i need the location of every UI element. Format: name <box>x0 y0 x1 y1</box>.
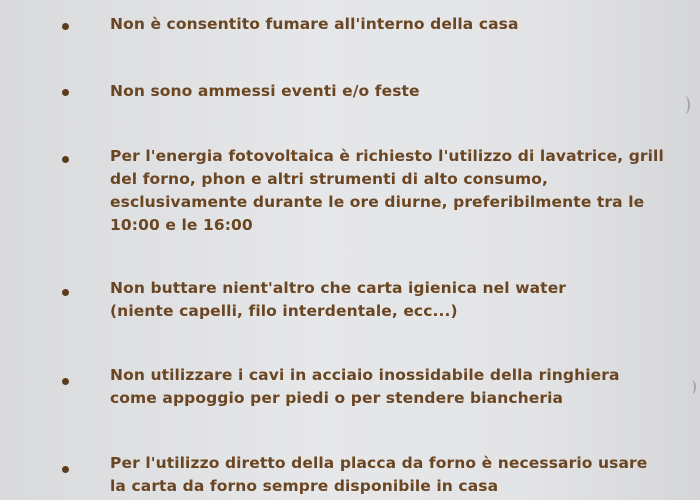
bullet-icon <box>62 156 69 163</box>
sheet-edge-mark <box>688 380 696 394</box>
rule-text: Non sono ammessi eventi e/o feste <box>110 82 420 100</box>
rule-text: Non buttare nient'altro che carta igienica nel water (niente capelli, filo interdentale, ecc...) <box>110 279 567 320</box>
bullet-icon <box>62 289 69 296</box>
bullet-icon <box>62 466 69 473</box>
rule-text: Non è consentito fumare all'interno della casa <box>110 15 519 33</box>
sheet-edge-mark <box>680 96 690 114</box>
bullet-icon <box>62 89 69 96</box>
rule-text: Non utilizzare i cavi in acciaio inossidabile della ringhiera come appoggio per piedi o per stendere biancheria <box>110 366 620 407</box>
rule-text: Per l'energia fotovoltaica è richiesto l'utilizzo di lavatrice, grill del forno, phon e altri strumenti di alto consumo, esclusivamente durante le ore diurne, preferibilmente tra le 10:00 e le 16:00 <box>110 147 664 234</box>
bullet-icon <box>62 378 69 385</box>
rule-text: Per l'utilizzo diretto della placca da forno è necessario usare la carta da forno sempre disponibile in casa <box>110 454 648 495</box>
bullet-icon <box>62 23 69 30</box>
